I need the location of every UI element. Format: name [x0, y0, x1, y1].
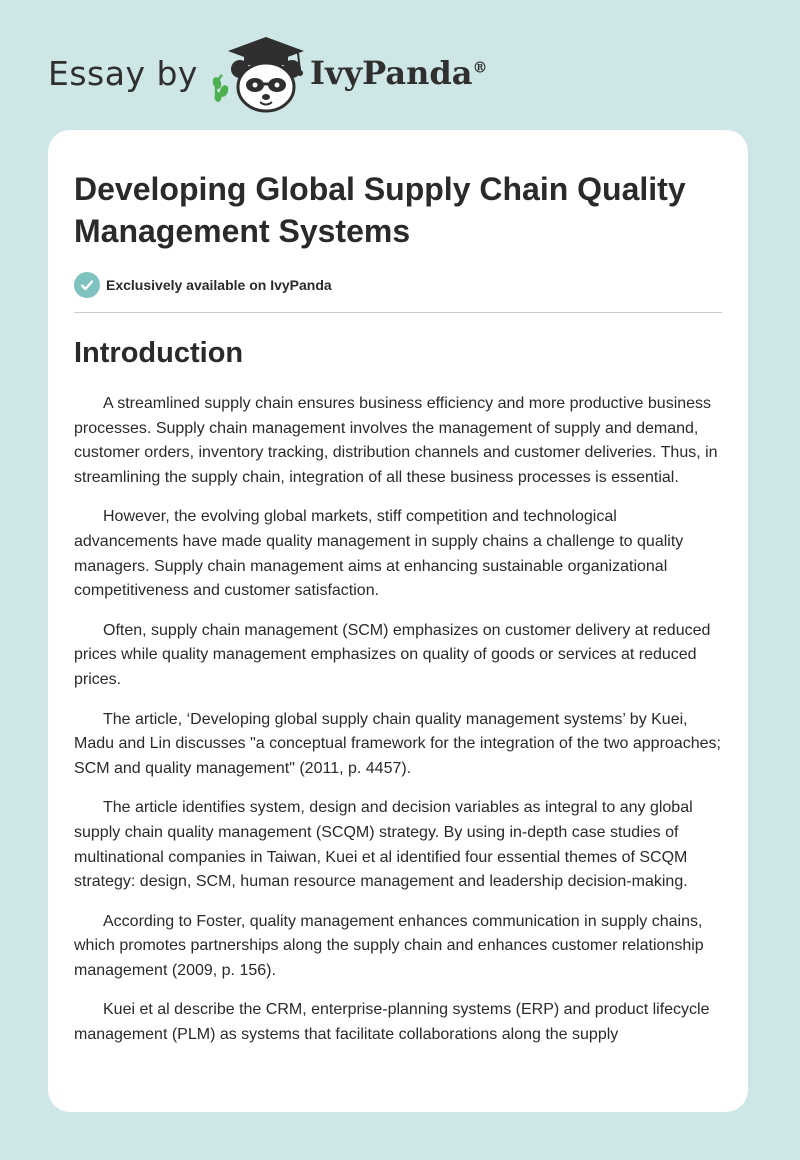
check-icon [74, 272, 100, 298]
exclusive-badge [74, 272, 722, 313]
paragraph: According to Foster, quality management enhances communication in supply chains, which promotes partnerships along the supply chain and enhances customer relationship management (2009, p. 156). [74, 912, 704, 979]
brand-name[interactable]: IvyPanda® [309, 54, 488, 92]
ivypanda-logo-icon[interactable] [208, 31, 308, 115]
essay-card [48, 130, 748, 1112]
essay-by-label: Essay by [48, 53, 198, 93]
section-heading: Introduction [74, 337, 244, 369]
exclusive-badge-label: Exclusively available on IvyPanda [106, 277, 332, 293]
registered-mark: ® [472, 58, 488, 77]
paragraph: A streamlined supply chain ensures business efficiency and more productive business processes. Supply chain management involves the management of supply and demand, customer orders, inventory tracking, distribution channels and customer deliveries. Thus, in streamlining the supply chain, integration of all these business processes is essential. [74, 395, 718, 486]
paragraph: The article, ‘Developing global supply chain quality management systems’ by Kuei, Madu and Lin discusses "a conceptual framework for the integration of the two approaches; SCM and quality management" (2011, p. 4457). [74, 710, 721, 777]
site-header [48, 28, 748, 118]
paragraph: Kuei et al describe the CRM, enterprise-planning systems (ERP) and product lifecycle management (PLM) as systems that facilitate collaborations along the supply [74, 1001, 710, 1044]
page-title: Developing Global Supply Chain Quality Management Systems [74, 171, 686, 249]
paragraph: Often, supply chain management (SCM) emphasizes on customer delivery at reduced prices while quality management emphasizes on quality of goods or services at reduced prices. [74, 621, 711, 688]
paragraph: The article identifies system, design and decision variables as integral to any global supply chain quality management (SCQM) strategy. By using in-depth case studies of multinational companies in Taiwan, Kuei et al identified four essential themes of SCQM strategy: design, SCM, human resource management and leadership decision-making. [74, 799, 693, 891]
paragraph: However, the evolving global markets, stiff competition and technological advancements have made quality management in supply chains a challenge to quality managers. Supply chain management aims at enhancing sustainable organizational competitiveness and customer satisfaction. [74, 508, 684, 600]
